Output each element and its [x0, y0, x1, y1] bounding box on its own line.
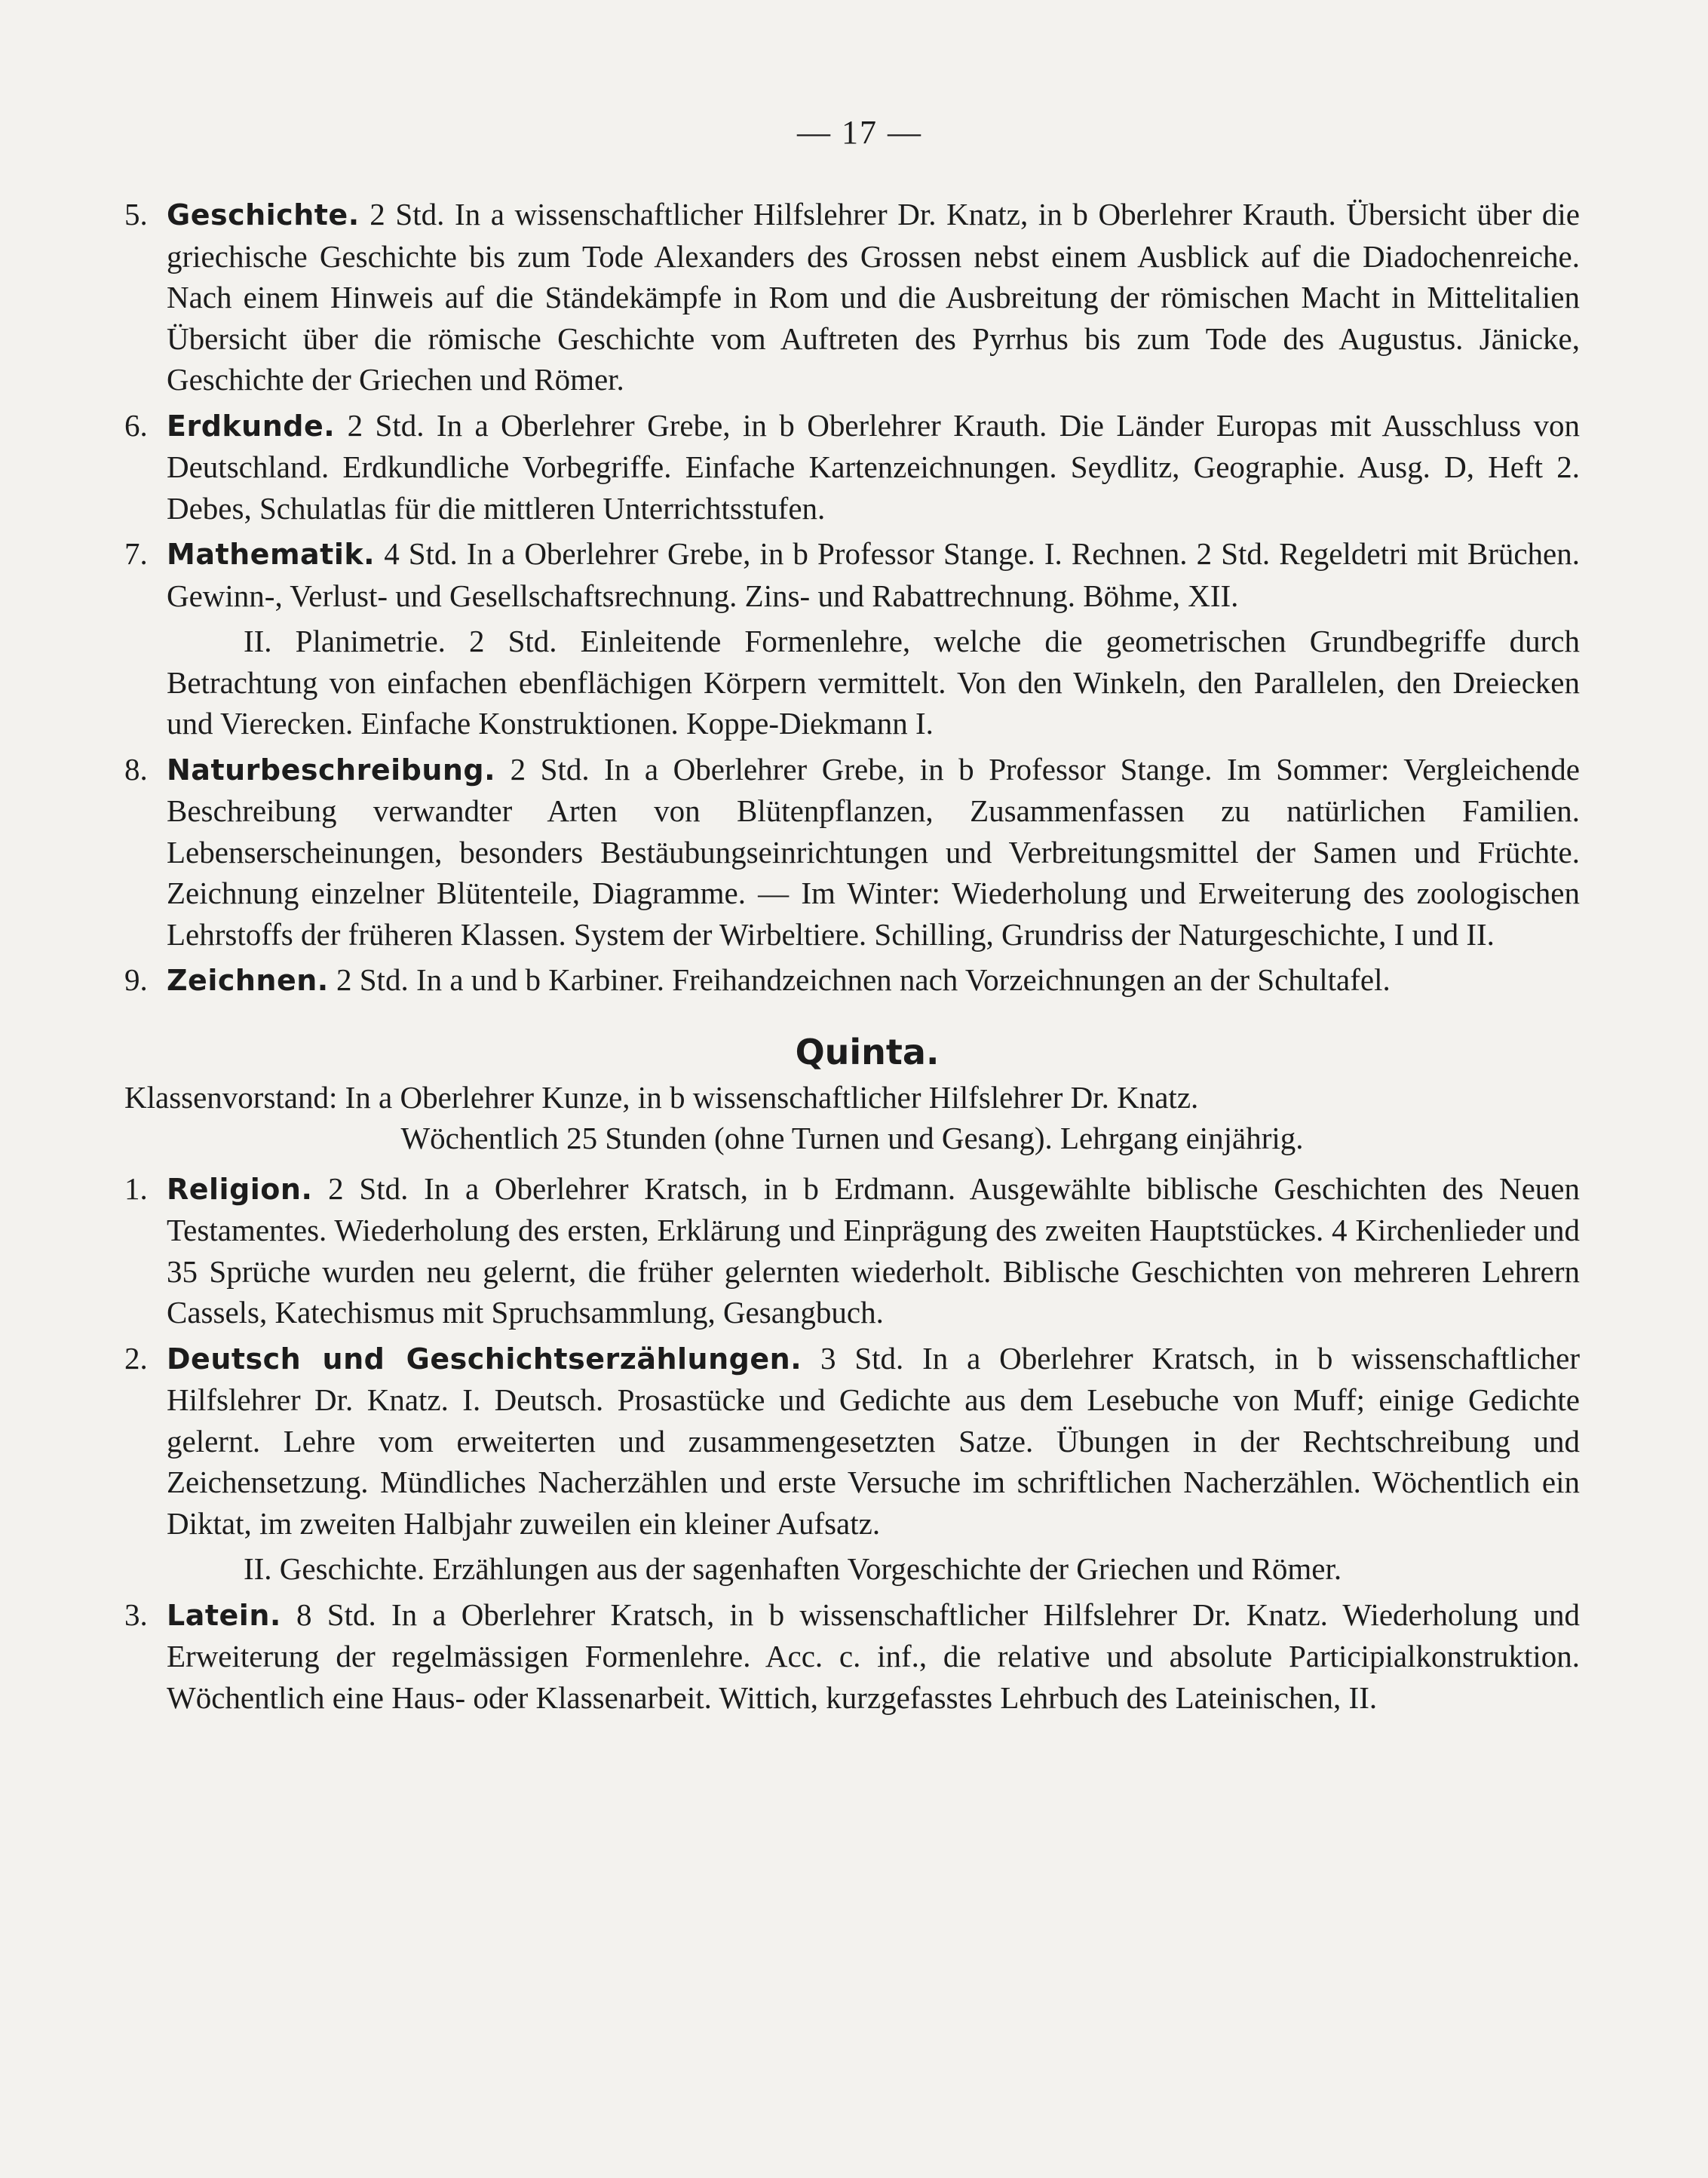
entry-number: 6. [124, 407, 148, 443]
entry-subject: Erdkunde. [167, 409, 336, 443]
entry-number: 9. [124, 962, 148, 997]
entry-subject: Deutsch und Geschichtserzählungen. [167, 1342, 802, 1376]
entry-number: 2. [124, 1340, 148, 1376]
entry-text: 2 Std. In a wissenschaftlicher Hilfslehrer Dr. Knatz, in b Oberlehrer Krauth. Übersicht über die griechische Geschichte bis zum Tode Alexanders des Grossen nebst einem Ausblick auf die Diadochenreiche. Nach einem Hinweis auf die Ständekämpfe in Rom und die Ausbreitung der römischen Macht in Mittelitalien Übersicht über die römische Geschichte vom Auftreten des Pyrrhus bis zum Tode des Augustus. Jänicke, Geschichte der Griechen und Römer. [167, 197, 1581, 397]
entry-geschichte [124, 194, 1580, 400]
entry-text: 4 Std. In a Oberlehrer Grebe, in b Professor Stange. I. Rechnen. 2 Std. Regeldetri mit Brüchen. Gewinn-, Verlust- und Gesellschaftsrechnung. Zins- und Rabattrechnung. Böhme, XII. [167, 536, 1581, 613]
section-heading: Quinta. [795, 1031, 940, 1072]
weekly-hours: Wöchentlich 25 Stunden (ohne Turnen und Gesang). Lehrgang einjährig. [400, 1121, 1304, 1155]
entry-number: 3. [124, 1597, 148, 1632]
entry-text: 2 Std. In a Oberlehrer Grebe, in b Professor Stange. Im Sommer: Vergleichende Beschreibung verwandter Arten von Blütenpflanzen, Zusammenfassen zu natürlichen Familien. Lebenserscheinungen, besonders Bestäubungseinrichtungen und Verbreitungsmittel der Samen und Früchte. Zeichnung einzelner Blütenteile, Diagramme. — Im Winter: Wiederholung und Erweiterung des zoologischen Lehrstoffs der früheren Klassen. System der Wirbeltiere. Schilling, Grundriss der Naturgeschichte, I und II. [167, 751, 1580, 952]
class-info [124, 1077, 1580, 1159]
entry-subject: Religion. [167, 1172, 313, 1206]
entry-text: 2 Std. In a und b Karbiner. Freihandzeichnen nach Vorzeichnungen an der Schultafel. [336, 962, 1391, 997]
page-number: — 17 — [797, 114, 922, 151]
entry-zeichnen [124, 959, 1580, 1002]
entry-latein [124, 1594, 1580, 1719]
entry-subject: Geschichte. [167, 198, 360, 232]
entry-subject: Mathematik. [167, 538, 376, 571]
entry-subject: Zeichnen. [167, 964, 329, 997]
class-teacher: Klassenvorstand: In a Oberlehrer Kunze, in b wissenschaftlicher Hilfslehrer Dr. Knatz. [124, 1079, 1199, 1115]
entry-religion [124, 1168, 1580, 1333]
entry-mathematik [124, 533, 1580, 616]
entry-text: 8 Std. In a Oberlehrer Kratsch, in b wissenschaftlicher Hilfslehrer Dr. Knatz. Wiederholung und Erweiterung der regelmässigen Formenlehre. Acc. c. inf., die relative und absolute Participialkonstruktion. Wöchentlich eine Haus- oder Klassenarbeit. Wittich, kurzgefasstes Lehrbuch des Lateinischen, II. [167, 1597, 1580, 1715]
entry-number: 7. [124, 536, 148, 571]
entry-number: 5. [124, 197, 148, 232]
entry-naturbeschreibung [124, 749, 1580, 956]
entry-erdkunde [124, 405, 1580, 529]
entry-mathematik-planimetrie: II. Planimetrie. 2 Std. Einleitende Formenlehre, welche die geometrischen Grundbegriffe durch Betrachtung von einfachen ebenflächigen Körpern vermittelt. Von den Winkeln, den Parallelen, den Dreiecken und Vierecken. Einfache Konstruktionen. Koppe-Diekmann I. [167, 624, 1580, 741]
entry-number: 1. [124, 1170, 148, 1206]
entry-subject: Naturbeschreibung. [167, 753, 496, 787]
entry-deutsch [124, 1338, 1580, 1545]
entry-subject: Latein. [167, 1598, 281, 1632]
entry-number: 8. [124, 751, 148, 787]
entry-text: 2 Std. In a Oberlehrer Grebe, in b Oberlehrer Krauth. Die Länder Europas mit Ausschluss von Deutschland. Erdkundliche Vorbegriffe. Einfache Kartenzeichnungen. Seydlitz, Geographie. Ausg. D, Heft 2. Debes, Schulatlas für die mittleren Unterrichtsstufen. [167, 407, 1581, 526]
entry-text: 2 Std. In a Oberlehrer Kratsch, in b Erdmann. Ausgewählte biblische Geschichten des Neuen Testamentes. Wiederholung des ersten, Erklärung und Einprägung des zweiten Hauptstückes. 4 Kirchenlieder und 35 Sprüche wurden neu gelernt, die früher gelernten wiederholt. Biblische Geschichten von mehreren Lehrern Cassels, Katechismus mit Spruchsammlung, Gesangbuch. [167, 1170, 1580, 1330]
entry-text: 3 Std. In a Oberlehrer Kratsch, in b wissenschaftlicher Hilfslehrer Dr. Knatz. I. Deutsch. Prosastücke und Gedichte aus dem Lesebuche von Muff; einige Gedichte gelernt. Lehre vom erweiterten und zusammengesetzten Satze. Übungen in der Rechtschreibung und Zeichensetzung. Mündliches Nacherzählen und erste Versuche im schriftlichen Nacherzählen. Wöchentlich ein Diktat, im zweiten Halbjahr zuweilen ein kleiner Aufsatz. [167, 1340, 1580, 1541]
entry-deutsch-geschichte: II. Geschichte. Erzählungen aus der sagenhaften Vorgeschichte der Griechen und Römer. [244, 1551, 1342, 1586]
